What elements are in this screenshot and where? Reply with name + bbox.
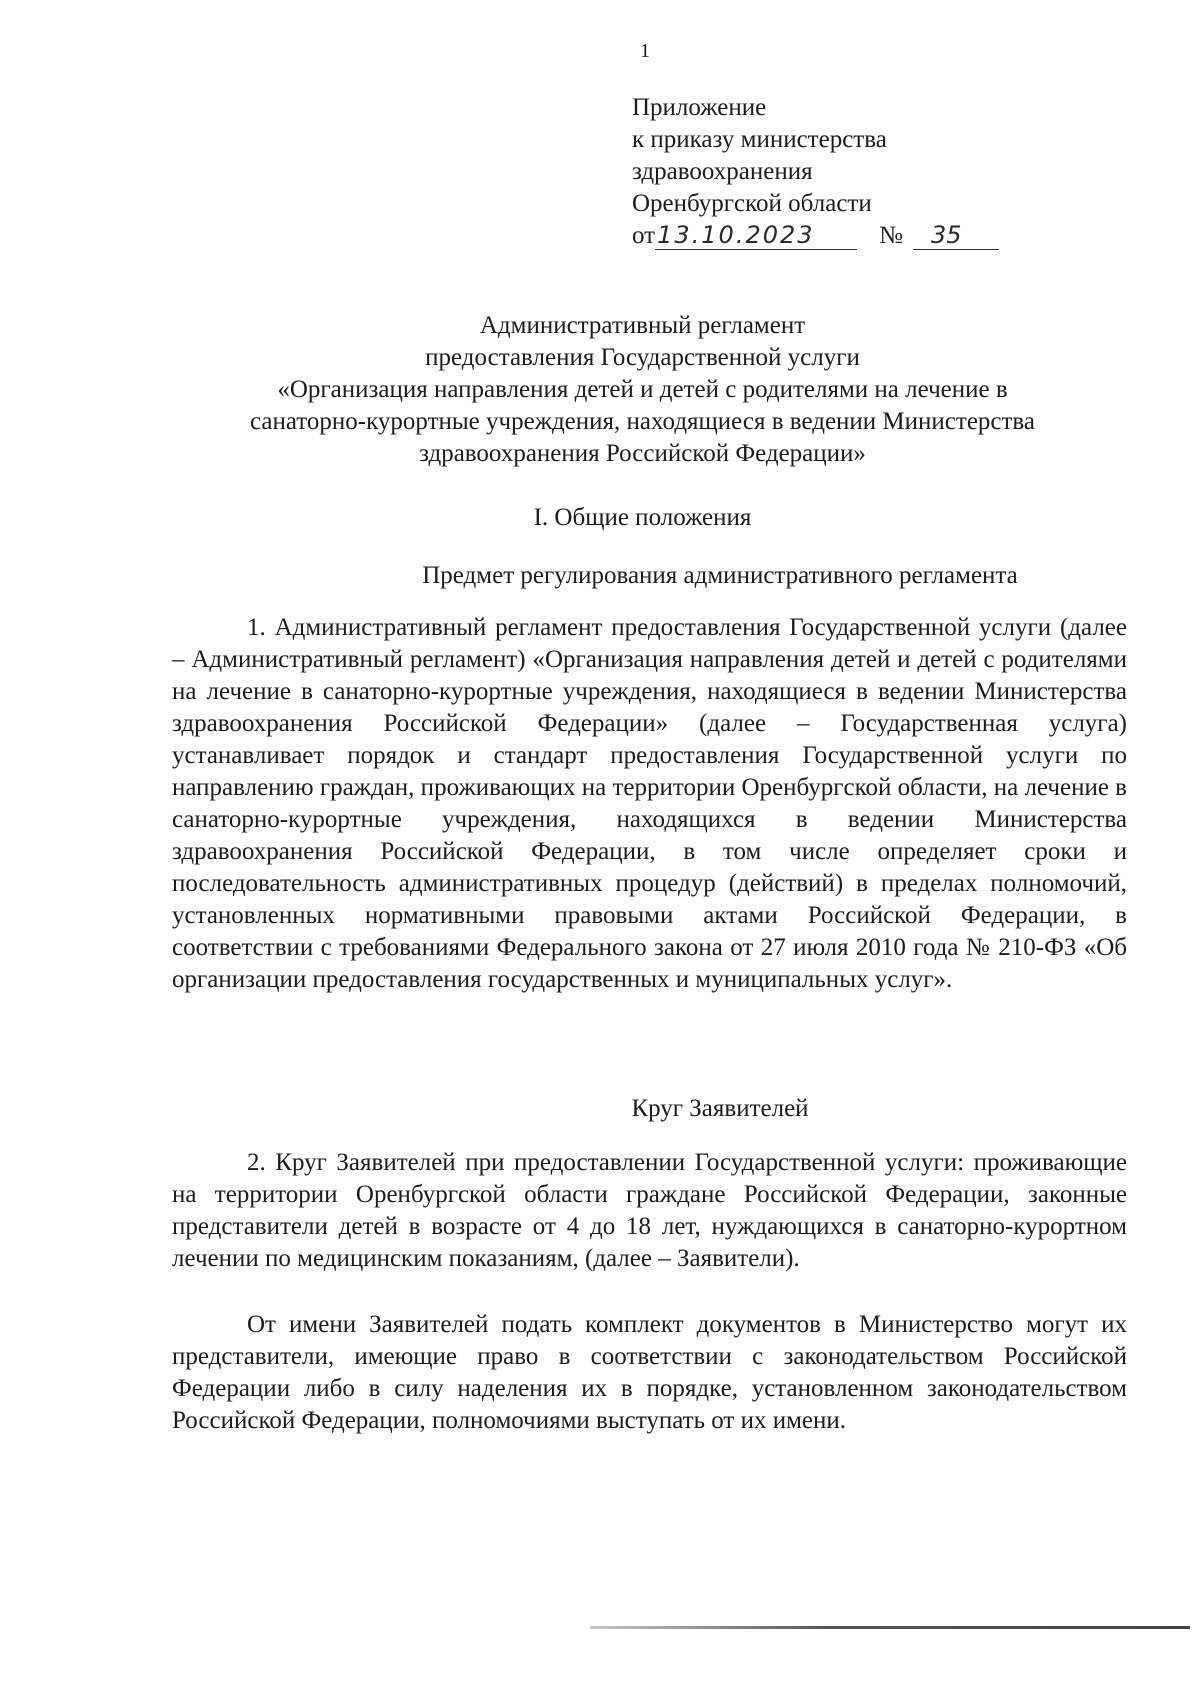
applicants-heading: Круг Заявителей (631, 1095, 809, 1122)
paragraph-2: 2. Круг Заявителей при предоставлении Государственной услуги: проживающие на территории Оренбургской области граждане Российской Федерации, законные представители детей в возрасте от 4 до 18 лет, нуждающихся в санаторно-курортном лечении по медицинским показаниям, (далее – Заявители). (172, 1149, 1127, 1272)
date-prefix: от (632, 222, 656, 249)
title-line: Административный регламент (479, 312, 806, 339)
document-title (150, 310, 1135, 470)
title-line: «Организация направления детей и детей с родителями на лечение в (277, 376, 1008, 403)
number-sign: № (879, 222, 903, 249)
title-line: здравоохранения Российской Федерации» (419, 440, 866, 467)
appendix-line: здравоохранения (632, 158, 813, 185)
order-date-handwritten: 13.10.2023 (655, 221, 857, 250)
paragraph-1: 1. Административный регламент предоставления Государственной услуги (далее – Административный регламент) «Организация направления детей и детей с родителями на лечение в санаторно-курортные учреждения, находящиеся в ведении Министерства здравоохранения Российской Федерации» (далее – Государственная услуга) устанавливает порядок и стандарт предоставления Государственной услуги по направлению граждан, проживающих на территории Оренбургской области, на лечение в санаторно-курортные учреждения, находящихся в ведении Министерства здравоохранения Российской Федерации, в том числе определяет сроки и последовательность административных процедур (действий) в пределах полномочий, установленных нормативными правовыми актами Российской Федерации, в соответствии с требованиями Федерального закона от 27 июля 2010 года № 210-ФЗ «Об организации предоставления государственных и муниципальных услуг». (172, 614, 1127, 993)
title-line: санаторно-курортные учреждения, находящиеся в ведении Министерства (249, 408, 1036, 435)
appendix-block (632, 92, 999, 252)
subject-heading: Предмет регулирования административного регламента (422, 562, 1018, 589)
order-date-number-line (632, 220, 999, 252)
section-heading: I. Общие положения (533, 504, 752, 531)
paragraph-3: От имени Заявителей подать комплект документов в Министерство могут их представители, имеющие право в соответствии с законодательством Российской Федерации либо в силу наделения их в порядке, установленном законодательством Российской Федерации, полномочиями выступать от их имени. (172, 1311, 1127, 1434)
bottom-rule (590, 1626, 1190, 1629)
appendix-line: к приказу министерства (632, 126, 887, 153)
title-line: предоставления Государственной услуги (425, 344, 860, 371)
appendix-line: Приложение (632, 94, 767, 121)
page-number: 1 (640, 40, 650, 62)
order-number-handwritten: 35 (913, 221, 999, 250)
appendix-line: Оренбургской области (632, 190, 872, 217)
